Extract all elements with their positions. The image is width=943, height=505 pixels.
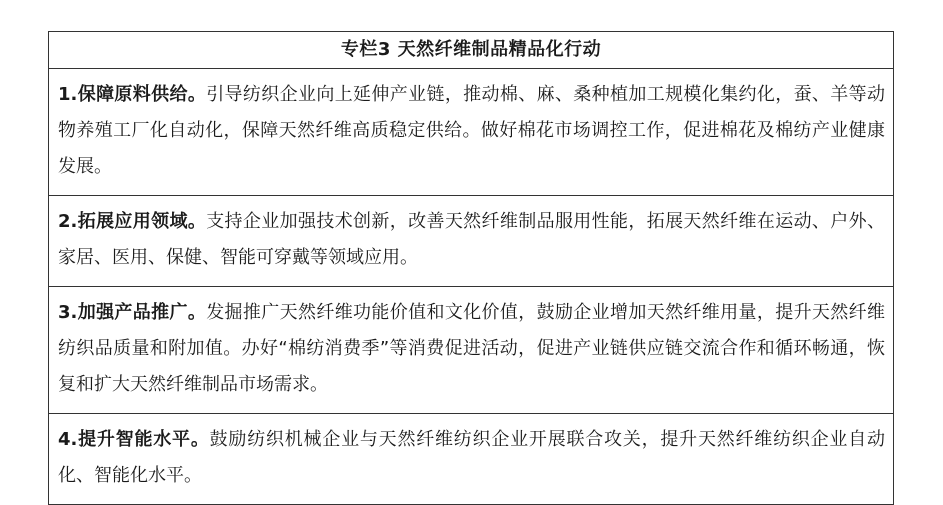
section-4 [49,414,893,504]
feature-box [48,31,894,505]
box-title: 专栏3 天然纤维制品精品化行动 [49,32,893,69]
section-2 [49,196,893,287]
section-1-body: 引导纺织企业向上延伸产业链，推动棉、麻、桑种植加工规模化集约化，蚕、羊等动物养殖工厂化自动化，保障天然纤维高质稳定供给。做好棉花市场调控工作，促进棉花及棉纺产业健康发展。 [58,84,885,177]
section-4-body: 鼓励纺织机械企业与天然纤维纺织企业开展联合攻关，提升天然纤维纺织企业自动化、智能化水平。 [58,429,885,486]
section-1 [49,69,893,196]
section-3 [49,287,893,414]
section-2-heading: 2.拓展应用领域。 [58,211,207,232]
section-1-heading: 1.保障原料供给。 [58,84,207,105]
section-4-heading: 4.提升智能水平。 [58,429,210,450]
section-2-body: 支持企业加强技术创新，改善天然纤维制品服用性能，拓展天然纤维在运动、户外、家居、医用、保健、智能可穿戴等领域应用。 [58,211,885,268]
section-3-body: 发掘推广天然纤维功能价值和文化价值，鼓励企业增加天然纤维用量，提升天然纤维纺织品质量和附加值。办好“棉纺消费季”等消费促进活动，促进产业链供应链交流合作和循环畅通，恢复和扩大天然纤维制品市场需求。 [58,302,885,395]
section-3-heading: 3.加强产品推广。 [58,302,207,323]
